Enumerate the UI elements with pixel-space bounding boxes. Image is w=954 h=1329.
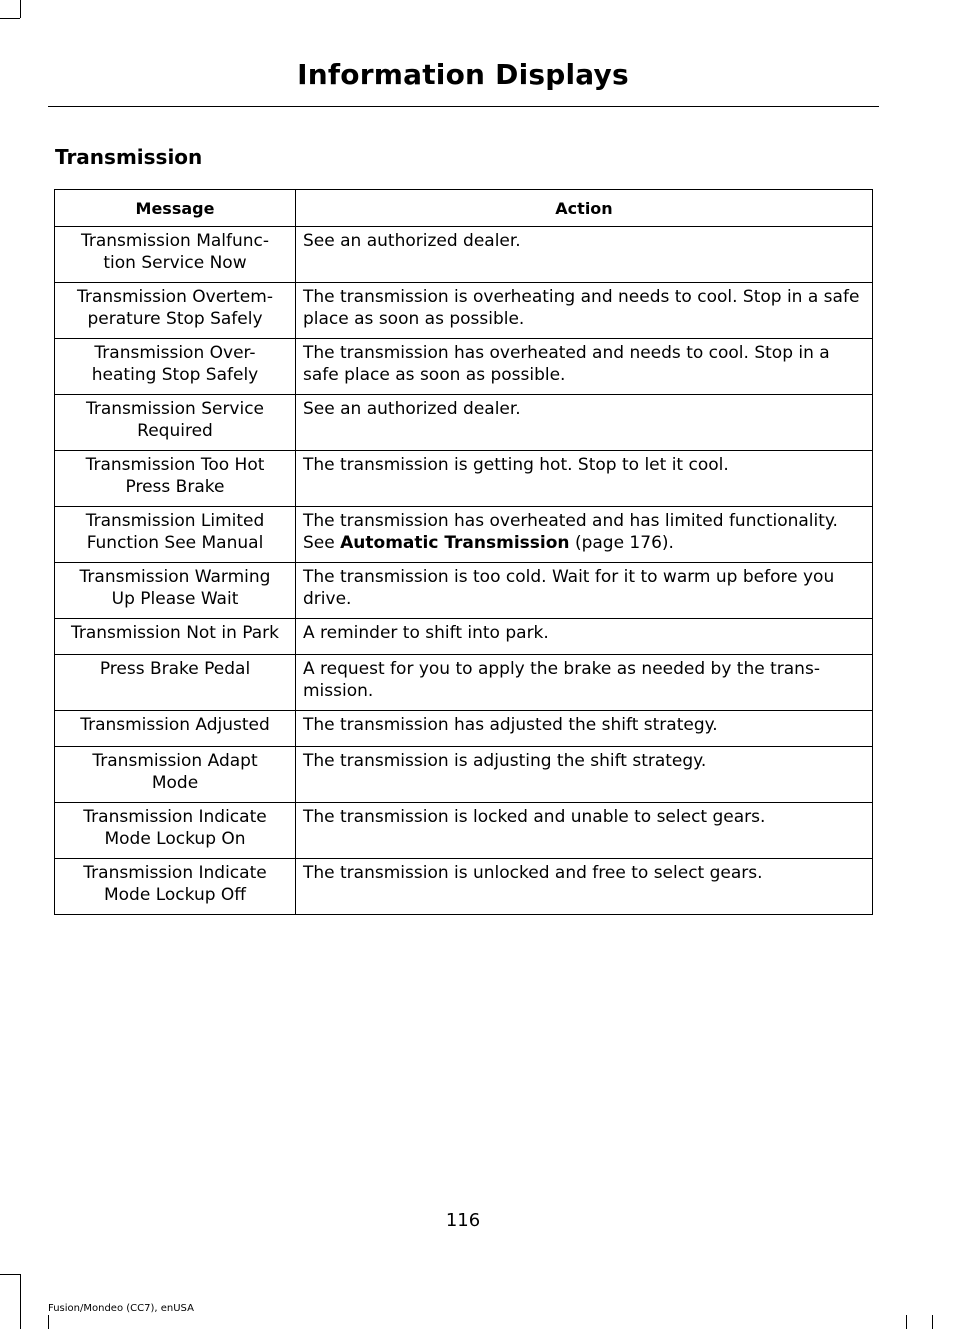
message-text: Transmission Malfunc- <box>80 231 270 251</box>
message-text: perature Stop Safely <box>87 308 263 329</box>
message-text: Transmission Too Hot <box>85 455 265 475</box>
message-cell <box>55 619 296 655</box>
action-cell <box>296 859 873 915</box>
page-title: Information Displays <box>297 58 629 91</box>
table-header-row <box>55 190 873 227</box>
action-text: The transmission has adjusted the shift strategy. <box>303 715 718 735</box>
message-cell <box>55 563 296 619</box>
table-row <box>55 859 873 915</box>
action-cell <box>296 339 873 395</box>
action-text: The transmission is unlocked and free to select gears. <box>303 863 763 883</box>
message-cell <box>55 339 296 395</box>
action-cell <box>296 747 873 803</box>
message-text: Transmission Adjusted <box>80 715 270 735</box>
action-cell <box>296 655 873 711</box>
message-text: Mode Lockup On <box>104 828 246 849</box>
action-cell <box>296 283 873 339</box>
message-text: Transmission Limited <box>85 511 265 531</box>
action-cell <box>296 227 873 283</box>
cross-reference-link[interactable]: Automatic Transmission <box>340 532 570 553</box>
table-row <box>55 395 873 451</box>
table-row <box>55 619 873 655</box>
message-text: Function See Manual <box>86 532 264 553</box>
crop-mark <box>0 18 20 19</box>
table-row <box>55 339 873 395</box>
action-text: See an authorized dealer. <box>303 399 521 419</box>
message-text: Transmission Over- <box>94 343 256 363</box>
message-text: Required <box>137 420 213 441</box>
message-text: Press Brake <box>125 476 225 497</box>
action-text: The transmission is overheating and needs to cool. Stop in a safe place as soon as possible. <box>303 287 860 329</box>
table-row <box>55 451 873 507</box>
action-cell <box>296 451 873 507</box>
message-text: Press Brake Pedal <box>99 659 251 679</box>
crop-mark <box>20 1274 21 1329</box>
action-text: The transmission is adjusting the shift strategy. <box>303 751 707 771</box>
action-cell <box>296 803 873 859</box>
message-cell <box>55 507 296 563</box>
message-text: Mode Lockup Off <box>103 884 247 905</box>
action-cell <box>296 507 873 563</box>
message-cell <box>55 803 296 859</box>
section-title: Transmission <box>55 145 203 169</box>
action-text: The transmission is too cold. Wait for it to warm up before you drive. <box>303 567 835 609</box>
table-row <box>55 563 873 619</box>
table-body <box>55 227 873 915</box>
action-text: The transmission is locked and unable to select gears. <box>303 807 766 827</box>
message-cell <box>55 859 296 915</box>
action-text: See an authorized dealer. <box>303 231 521 251</box>
document-id: Fusion/Mondeo (CC7), enUSA <box>48 1303 194 1314</box>
message-text: Up Please Wait <box>111 588 239 609</box>
message-cell <box>55 395 296 451</box>
action-cell <box>296 711 873 747</box>
action-cell <box>296 395 873 451</box>
message-text: Transmission Not in Park <box>70 623 280 643</box>
crop-mark <box>0 1274 20 1275</box>
table-row <box>55 711 873 747</box>
table-row <box>55 227 873 283</box>
message-cell <box>55 655 296 711</box>
message-text: Transmission Warming <box>79 567 271 587</box>
message-text: tion Service Now <box>103 252 247 273</box>
message-text: Transmission Indicate <box>83 863 267 883</box>
message-text: Transmission Service <box>85 399 265 419</box>
message-cell <box>55 227 296 283</box>
message-text: Transmission Overtem- <box>77 287 273 307</box>
page-reference: (page 176). <box>574 532 674 553</box>
transmission-messages-table <box>54 189 873 915</box>
column-header-message: Message <box>55 190 296 227</box>
action-cell <box>296 563 873 619</box>
message-cell <box>55 711 296 747</box>
crop-mark <box>906 1315 907 1329</box>
table-row <box>55 507 873 563</box>
action-text: mission. <box>303 680 374 701</box>
action-cell <box>296 619 873 655</box>
crop-mark <box>20 0 21 18</box>
action-text: A reminder to shift into park. <box>303 623 549 643</box>
action-text: A request for you to apply the brake as needed by the trans- <box>303 659 820 679</box>
crop-mark <box>932 1315 933 1329</box>
action-text: The transmission has overheated and has limited functionality. <box>303 511 838 531</box>
message-cell <box>55 747 296 803</box>
table-row <box>55 803 873 859</box>
crop-mark <box>48 1315 49 1329</box>
table-row <box>55 283 873 339</box>
message-cell <box>55 283 296 339</box>
table-row <box>55 747 873 803</box>
table-row <box>55 655 873 711</box>
action-text: The transmission has overheated and needs to cool. Stop in a safe place as soon as possible. <box>303 343 830 385</box>
message-text: heating Stop Safely <box>91 364 259 385</box>
column-header-action: Action <box>296 190 873 227</box>
message-text: Transmission Indicate <box>83 807 267 827</box>
action-text: The transmission is getting hot. Stop to let it cool. <box>303 455 729 475</box>
message-cell <box>55 451 296 507</box>
action-reference-prefix: See <box>303 532 335 553</box>
header-rule <box>48 106 879 107</box>
message-text: Mode <box>151 772 199 793</box>
page-number: 116 <box>445 1210 481 1231</box>
message-text: Transmission Adapt <box>92 751 258 771</box>
